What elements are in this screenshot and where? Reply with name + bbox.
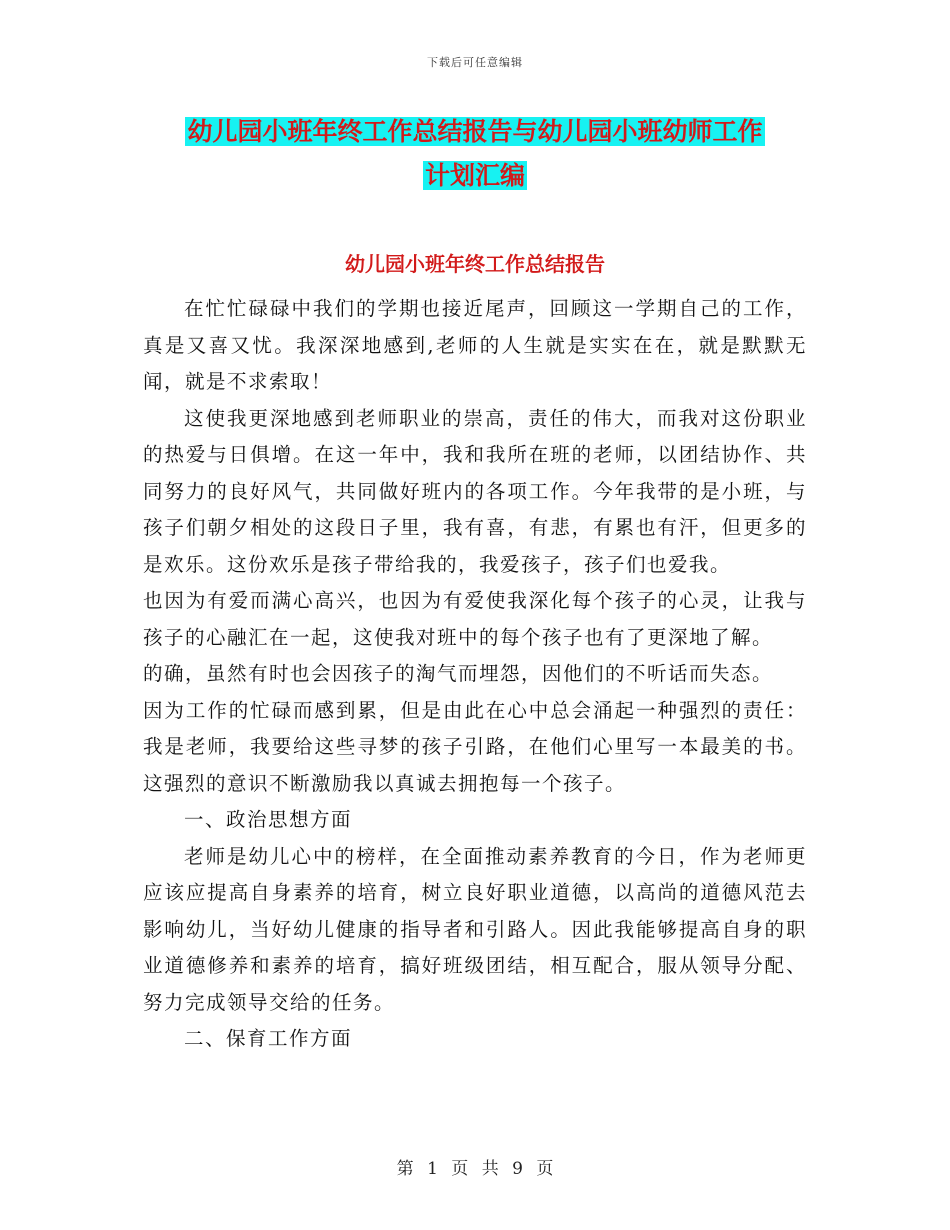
- paragraph-2: 这使我更深地感到老师职业的崇高，责任的伟大，而我对这份职业的热爱与日俱增。在这一年中，我和我所在班的老师，以团结协作、共同努力的良好风气，共同做好班内的各项工作。今年我带的是小班，与孩子们朝夕相处的这段日子里，我有喜，有悲，有累也有汗，但更多的是欢乐。这份欢乐是孩子带给我的，我爱孩子，孩子们也爱我。: [143, 406, 807, 576]
- paragraph-1: 在忙忙碌碌中我们的学期也接近尾声，回顾这一学期自己的工作，真是又喜又忧。我深深地感到,老师的人生就是实实在在，就是默默无闻，就是不求索取！: [143, 297, 807, 393]
- document-title-line-2: 计划汇编: [424, 161, 525, 190]
- heading-political-thought: 一、政治思想方面: [183, 808, 352, 831]
- paragraph-4: 的确，虽然有时也会因孩子的淘气而埋怨，因他们的不听话而失态。: [143, 662, 774, 685]
- page-footer: 第 1 页 共 9 页: [396, 1159, 554, 1179]
- body-text: [143, 291, 807, 1058]
- paragraph-5: 因为工作的忙碌而感到累，但是由此在心中总会涌起一种强烈的责任：我是老师，我要给这些寻梦的孩子引路，在他们心里写一本最美的书。这强烈的意识不断激励我以真诚去拥抱每一个孩子。: [143, 698, 807, 795]
- document-title: [0, 110, 950, 198]
- paragraph-3: 也因为有爱而满心高兴，也因为有爱使我深化每个孩子的心灵，让我与孩子的心融汇在一起，这使我对班中的每个孩子也有了更深地了解。: [143, 589, 807, 649]
- document-title-line-1: 幼儿园小班年终工作总结报告与幼儿园小班幼师工作: [187, 117, 763, 146]
- header-note: 下载后可任意编辑: [427, 56, 523, 69]
- section-title: 幼儿园小班年终工作总结报告: [345, 252, 605, 276]
- paragraph-6: 老师是幼儿心中的榜样，在全面推动素养教育的今日，作为老师更应该应提高自身素养的培育，树立良好职业道德，以高尚的道德风范去影响幼儿，当好幼儿健康的指导者和引路人。因此我能够提高自身的职业道德修养和素养的培育，搞好班级团结，相互配合，服从领导分配、努力完成领导交给的任务。: [143, 844, 807, 1014]
- heading-childcare-work: 二、保育工作方面: [183, 1027, 352, 1050]
